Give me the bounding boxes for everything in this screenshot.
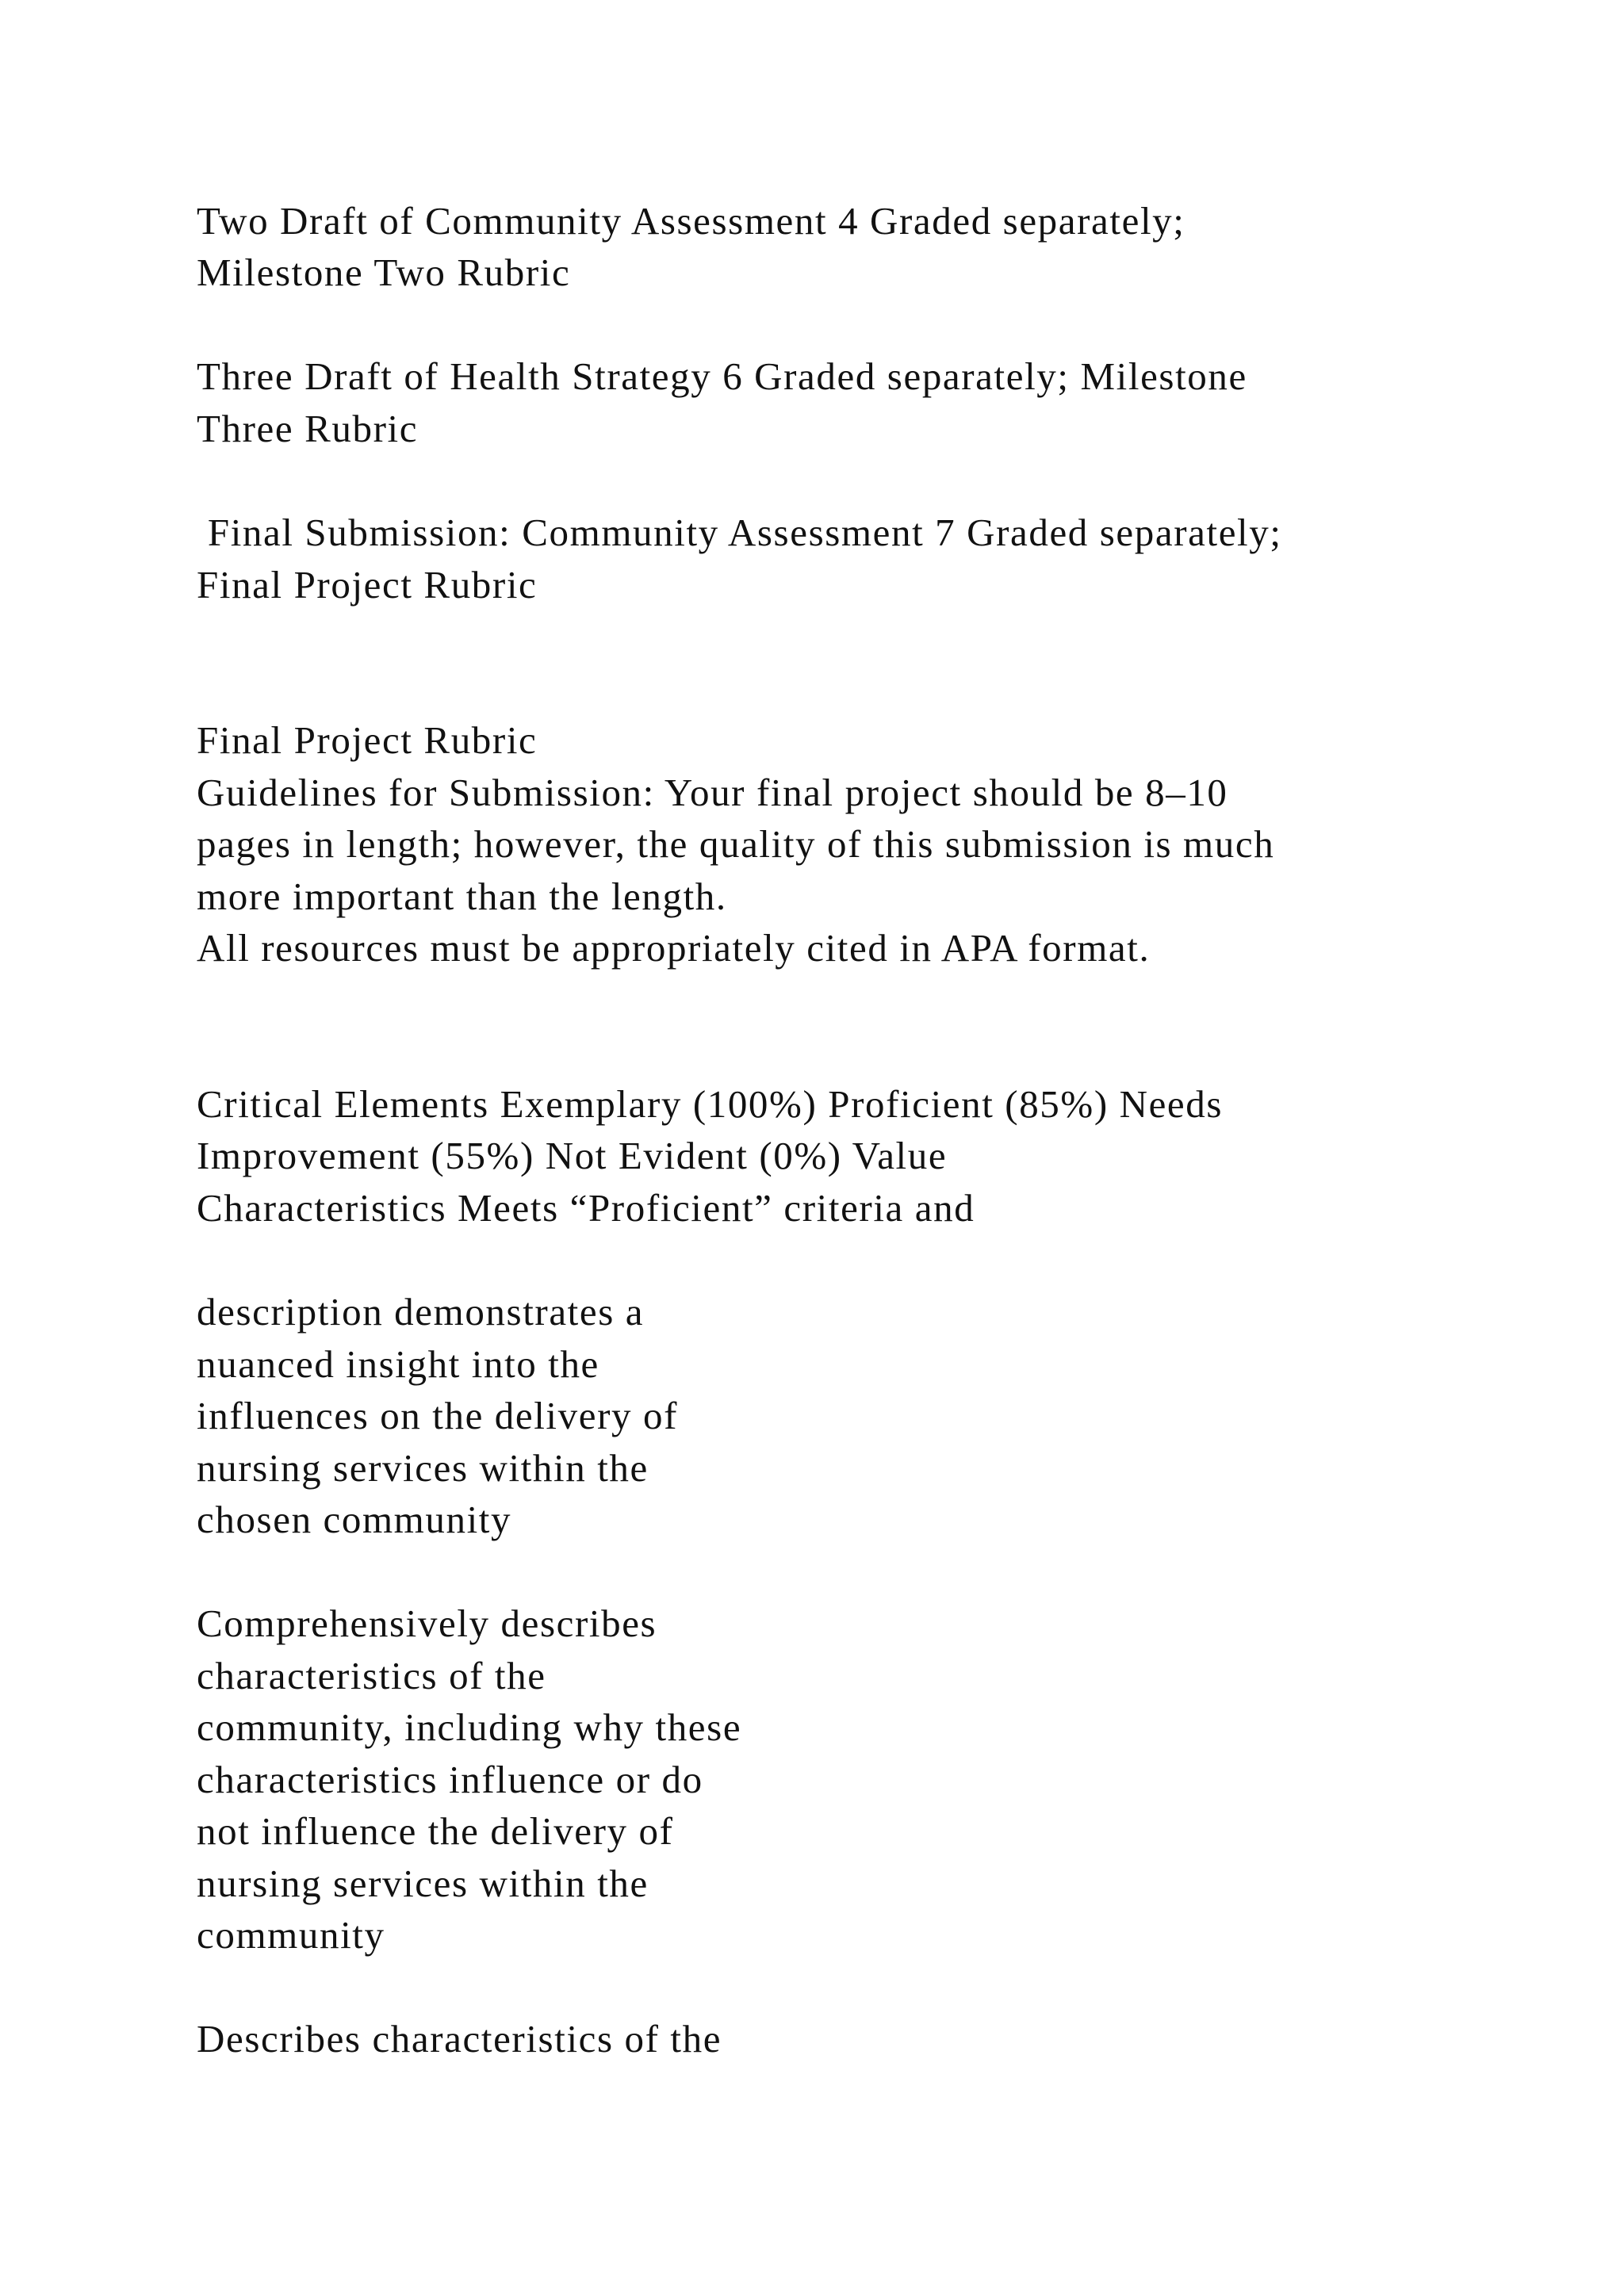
text-line: influences on the delivery of: [197, 1394, 678, 1437]
text-line: chosen community: [197, 1498, 512, 1541]
text-line: Milestone Two Rubric: [197, 251, 571, 294]
text-line: Comprehensively describes: [197, 1601, 657, 1645]
text-line: Three Rubric: [197, 407, 419, 450]
text-line: Two Draft of Community Assessment 4 Graded separately;: [197, 199, 1185, 243]
text-line: pages in length; however, the quality of this submission is much: [197, 822, 1275, 866]
text-line: Improvement (55%) Not Evident (0%) Value: [197, 1134, 948, 1177]
text-line: Final Project Rubric: [197, 563, 538, 607]
text-line: Describes characteristics of the: [197, 2017, 722, 2061]
text-line: Guidelines for Submission: Your final project should be 8–10: [197, 771, 1228, 814]
text-line: description demonstrates a: [197, 1290, 645, 1334]
text-line: Characteristics Meets “Proficient” criteria and: [197, 1186, 975, 1230]
section-heading: Final Project Rubric: [197, 718, 538, 762]
text-line: community: [197, 1913, 385, 1957]
text-line: characteristics influence or do: [197, 1758, 703, 1801]
text-line: Final Submission: Community Assessment 7 Graded separately;: [197, 511, 1282, 554]
text-line: nuanced insight into the: [197, 1342, 599, 1386]
text-line: Three Draft of Health Strategy 6 Graded separately; Milestone: [197, 354, 1247, 398]
text-line: community, including why these: [197, 1705, 742, 1749]
text-line: All resources must be appropriately cited in APA format.: [197, 926, 1151, 970]
text-line: Critical Elements Exemplary (100%) Proficient (85%) Needs: [197, 1082, 1224, 1126]
text-line: not influence the delivery of: [197, 1809, 674, 1853]
text-line: nursing services within the: [197, 1446, 649, 1490]
text-line: more important than the length.: [197, 874, 727, 918]
text-line: characteristics of the: [197, 1654, 546, 1697]
text-line: nursing services within the: [197, 1862, 649, 1905]
